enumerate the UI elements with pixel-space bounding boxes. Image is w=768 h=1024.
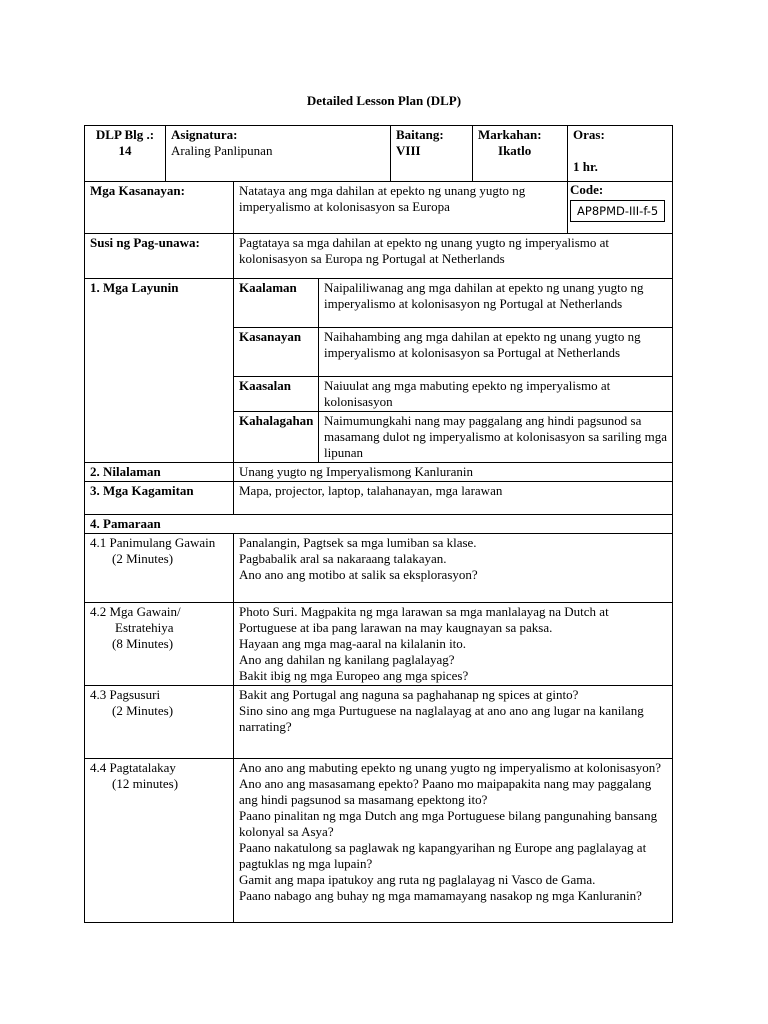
markahan-label: Markahan: — [478, 127, 542, 142]
susi-text: Pagtataya sa mga dahilan at epekto ng unang yugto ng imperyalismo at kolonisasyon sa Europa ng Portugal at Netherlands — [234, 234, 673, 279]
baitang-cell — [391, 126, 473, 182]
layunin-domain: Kasanayan — [234, 328, 319, 377]
code-value: AP8PMD-III-f-5 — [570, 200, 665, 222]
dlp-value: 14 — [118, 143, 132, 158]
step-name-cell — [85, 686, 234, 759]
layunin-text: Naimumungkahi nang may paggalang ang hindi pagsunod sa masamang dulot ng imperyalismo at kolonisasyon sa sariling mga lipunan — [319, 412, 673, 463]
step-name: 4.1 Panimulang Gawain — [90, 535, 216, 550]
baitang-value: VIII — [396, 143, 421, 158]
step-line: Sino sino ang mga Purtuguese na naglalayag at ano ano ang lugar na kanilang narrating? — [239, 703, 644, 734]
baitang-label: Baitang: — [396, 127, 444, 142]
markahan-value: Ikatlo — [498, 143, 532, 158]
layunin-domain: Kaalaman — [234, 279, 319, 328]
step-line: Ano ano ang motibo at salik sa eksplorasyon? — [239, 567, 478, 582]
step-content — [234, 759, 673, 923]
step-name-cell — [85, 603, 234, 686]
layunin-text: Naiuulat ang mga mabuting epekto ng imperyalismo at kolonisasyon — [319, 377, 673, 412]
step-content — [234, 534, 673, 603]
layunin-text: Naipaliliwanag ang mga dahilan at epekto ng unang yugto ng imperyalismo at kolonisasyon ng Portugal at Netherlands — [319, 279, 673, 328]
code-cell — [568, 182, 673, 234]
oras-value: 1 hr. — [573, 159, 598, 174]
nilalaman-label: 2. Nilalaman — [85, 463, 234, 482]
step-content — [234, 686, 673, 759]
kasanayan-text: Natataya ang mga dahilan at epekto ng unang yugto ng imperyalismo at kolonisasyon sa Europa — [234, 182, 568, 234]
step-time: (2 Minutes) — [112, 703, 174, 718]
kagamitan-label: 3. Mga Kagamitan — [85, 482, 234, 515]
asignatura-value: Araling Panlipunan — [171, 143, 273, 158]
dlp-label: DLP Blg .: — [95, 127, 155, 142]
markahan-cell — [473, 126, 568, 182]
nilalaman-text: Unang yugto ng Imperyalismong Kanluranin — [234, 463, 673, 482]
step-name: 4.2 Mga Gawain/ — [90, 604, 181, 619]
oras-cell — [568, 126, 673, 182]
step-line: Panalangin, Pagtsek sa mga lumiban sa klase. — [239, 535, 477, 550]
document-title: Detailed Lesson Plan (DLP) — [306, 93, 462, 108]
layunin-domain: Kahalagahan — [234, 412, 319, 463]
step-line: Photo Suri. Magpakita ng mga larawan sa mga manlalayag na Dutch at Portuguese at iba pang larawan na may kaugnayan sa paksa. — [239, 604, 609, 635]
step-name: 4.4 Pagtatalakay — [90, 760, 176, 775]
asignatura-cell — [166, 126, 391, 182]
step-time: (2 Minutes) — [112, 551, 174, 566]
oras-label: Oras: — [573, 127, 605, 142]
step-line: Bakit ang Portugal ang naguna sa paghahanap ng spices at ginto? — [239, 687, 579, 702]
step-line: Ano ano ang mabuting epekto ng unang yugto ng imperyalismo at kolonisasyon? Ano ano ang masasamang epekto? Paano mo maipapakita nang may paggalang ang hindi pagsunod sa masamang epektong ito? — [239, 760, 662, 807]
step-time: (8 Minutes) — [112, 636, 174, 651]
step-name-2: Estratehiya — [115, 620, 174, 635]
step-line: Pagbabalik aral sa nakaraang talakayan. — [239, 551, 447, 566]
kagamitan-text: Mapa, projector, laptop, talahanayan, mga larawan — [234, 482, 673, 515]
susi-label: Susi ng Pag-unawa: — [85, 234, 234, 279]
step-name-cell — [85, 759, 234, 923]
step-name: 4.3 Pagsusuri — [90, 687, 161, 702]
step-line: Gamit ang mapa ipatukoy ang ruta ng paglalayag ni Vasco de Gama. — [239, 872, 596, 887]
dlp-cell — [85, 126, 166, 182]
kasanayan-label: Mga Kasanayan: — [85, 182, 234, 234]
code-label: Code: — [570, 182, 604, 197]
step-line: Ano ang dahilan ng kanilang paglalayag? — [239, 652, 455, 667]
step-line: Bakit ibig ng mga Europeo ang mga spices? — [239, 668, 469, 683]
layunin-label: 1. Mga Layunin — [85, 279, 234, 463]
asignatura-label: Asignatura: — [171, 127, 238, 142]
layunin-domain: Kaasalan — [234, 377, 319, 412]
lesson-plan-table — [84, 125, 673, 923]
step-line: Hayaan ang mga mag-aaral na kilalanin ito. — [239, 636, 467, 651]
pamaraan-label: 4. Pamaraan — [85, 515, 673, 534]
step-line: Paano nabago ang buhay ng mga mamamayang nasakop ng mga Kanluranin? — [239, 888, 642, 903]
step-content — [234, 603, 673, 686]
layunin-text: Naihahambing ang mga dahilan at epekto ng unang yugto ng imperyalismo at kolonisasyon sa Portugal at Netherlands — [319, 328, 673, 377]
step-line: Paano pinalitan ng mga Dutch ang mga Portuguese bilang pangunahing bansang kolonyal sa Asya? — [239, 808, 658, 839]
step-time: (12 minutes) — [112, 776, 179, 791]
step-line: Paano nakatulong sa paglawak ng kapangyarihan ng Europe ang paglalayag at pagtuklas ng mga lupain? — [239, 840, 647, 871]
step-name-cell — [85, 534, 234, 603]
